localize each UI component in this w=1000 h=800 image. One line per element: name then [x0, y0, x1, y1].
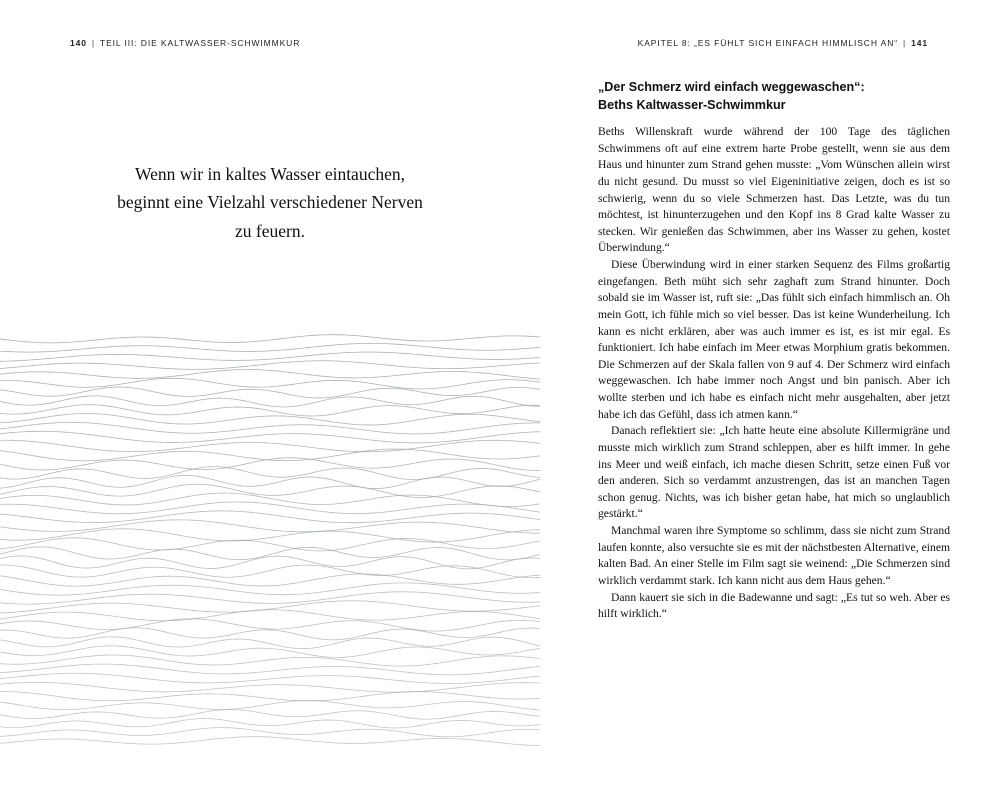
running-head-right-separator: | [903, 38, 907, 48]
body-paragraph: Diese Überwindung wird in einer starken Sequenz des Films großartig eingefangen. Beth müht sich sehr zaghaft zum Strand hinunter. Doch sobald sie im Wasser ist, ruft sie: „Das fühlt sich einfach himmlisch an. Oh mein Gott, ich fühle mich so viel besser. Das ist keine Wunderheilung. Ich kann es nicht erklären, aber was auch immer es ist, es ist mir egal. Es funktioniert. Ich habe einfach im Meer etwas Morphium gratis bekommen. Die Schmerzen auf der Skala fallen von 9 auf 4. Der Schmerz wird einfach weggewaschen. Ich habe immer noch Angst und bin panisch. Aber ich wollte sterben und ich habe es einfach nicht mehr ausgehalten, aber jetzt habe ich das Gefühl, dass ich atmen kann.“ [598, 258, 950, 421]
running-head-right-text: KAPITEL 8: „ES FÜHLT SICH EINFACH HIMMLISCH AN“ [637, 38, 898, 48]
pull-quote-line-2: beginnt eine Vielzahl verschiedener Nerven [117, 192, 423, 213]
running-head-right [638, 38, 928, 48]
running-head-left-text: TEIL III: DIE KALTWASSER-SCHWIMMKUR [100, 38, 301, 48]
section-heading-line-2: Beths Kaltwasser-Schwimmkur [598, 98, 786, 113]
running-head-left-separator: | [91, 38, 95, 48]
pull-quote [70, 160, 470, 245]
body-paragraph: Dann kauert sie sich in die Badewanne und sagt: „Es tut so weh. Aber es hilft wirklich.“ [598, 590, 950, 621]
body-paragraph: Danach reflektiert sie: „Ich hatte heute eine absolute Killermigräne und musste mich wirklich zum Strand schleppen, aber es hilft immer. In gehe ins Meer und weiß einfach, ich mache diesen Schritt, setze einen Fuß vor den anderen. Sich so verdammt anzustrengen, das ist an manchen Tagen schon genug. Nichts, was ich bisher getan habe, hat mich so unglaublich gestärkt.“ [598, 424, 950, 521]
section-heading-line-1: „Der Schmerz wird einfach weggewaschen“: [598, 80, 865, 94]
folio-right: 141 [911, 38, 928, 48]
wave-pattern-svg [0, 330, 540, 750]
wave-pattern-illustration [0, 330, 540, 750]
pull-quote-line-3: zu feuern. [235, 220, 305, 241]
pull-quote-line-1: Wenn wir in kaltes Wasser eintauchen, [135, 164, 405, 184]
body-text-column [598, 124, 950, 623]
section-heading [598, 78, 950, 115]
right-page [560, 0, 1000, 800]
body-paragraph: Beths Willenskraft wurde während der 100 Tage des täglichen Schwimmens oft auf eine extrem harte Probe gestellt, wenn sie aus dem Haus und hinunter zum Strand gehen musste: „Vom Wünschen allein wirst du nicht gesund. Du musst so viel Eigeninitiative zeigen, doch es ist so schwierig, wenn du so viele Schmerzen hast. Das Letzte, was du tun möchtest, ist hinunterzugehen und den Kopf ins 8 Grad kalte Wasser zu stecken. Wir genießen das Schwimmen, aber ins Wasser zu gehen, kostet Überwindung.“ [598, 125, 950, 255]
body-paragraph: Manchmal waren ihre Symptome so schlimm, dass sie nicht zum Strand laufen konnte, also versuchte sie es mit der nächstbesten Alternative, einem kalten Bad. An einer Stelle im Film sagt sie weinend: „Die Schmerzen sind wirklich verdammt stark. Ich kann nicht aus dem Haus gehen.“ [598, 524, 950, 587]
folio-left: 140 [70, 38, 87, 48]
running-head-left [70, 38, 300, 48]
